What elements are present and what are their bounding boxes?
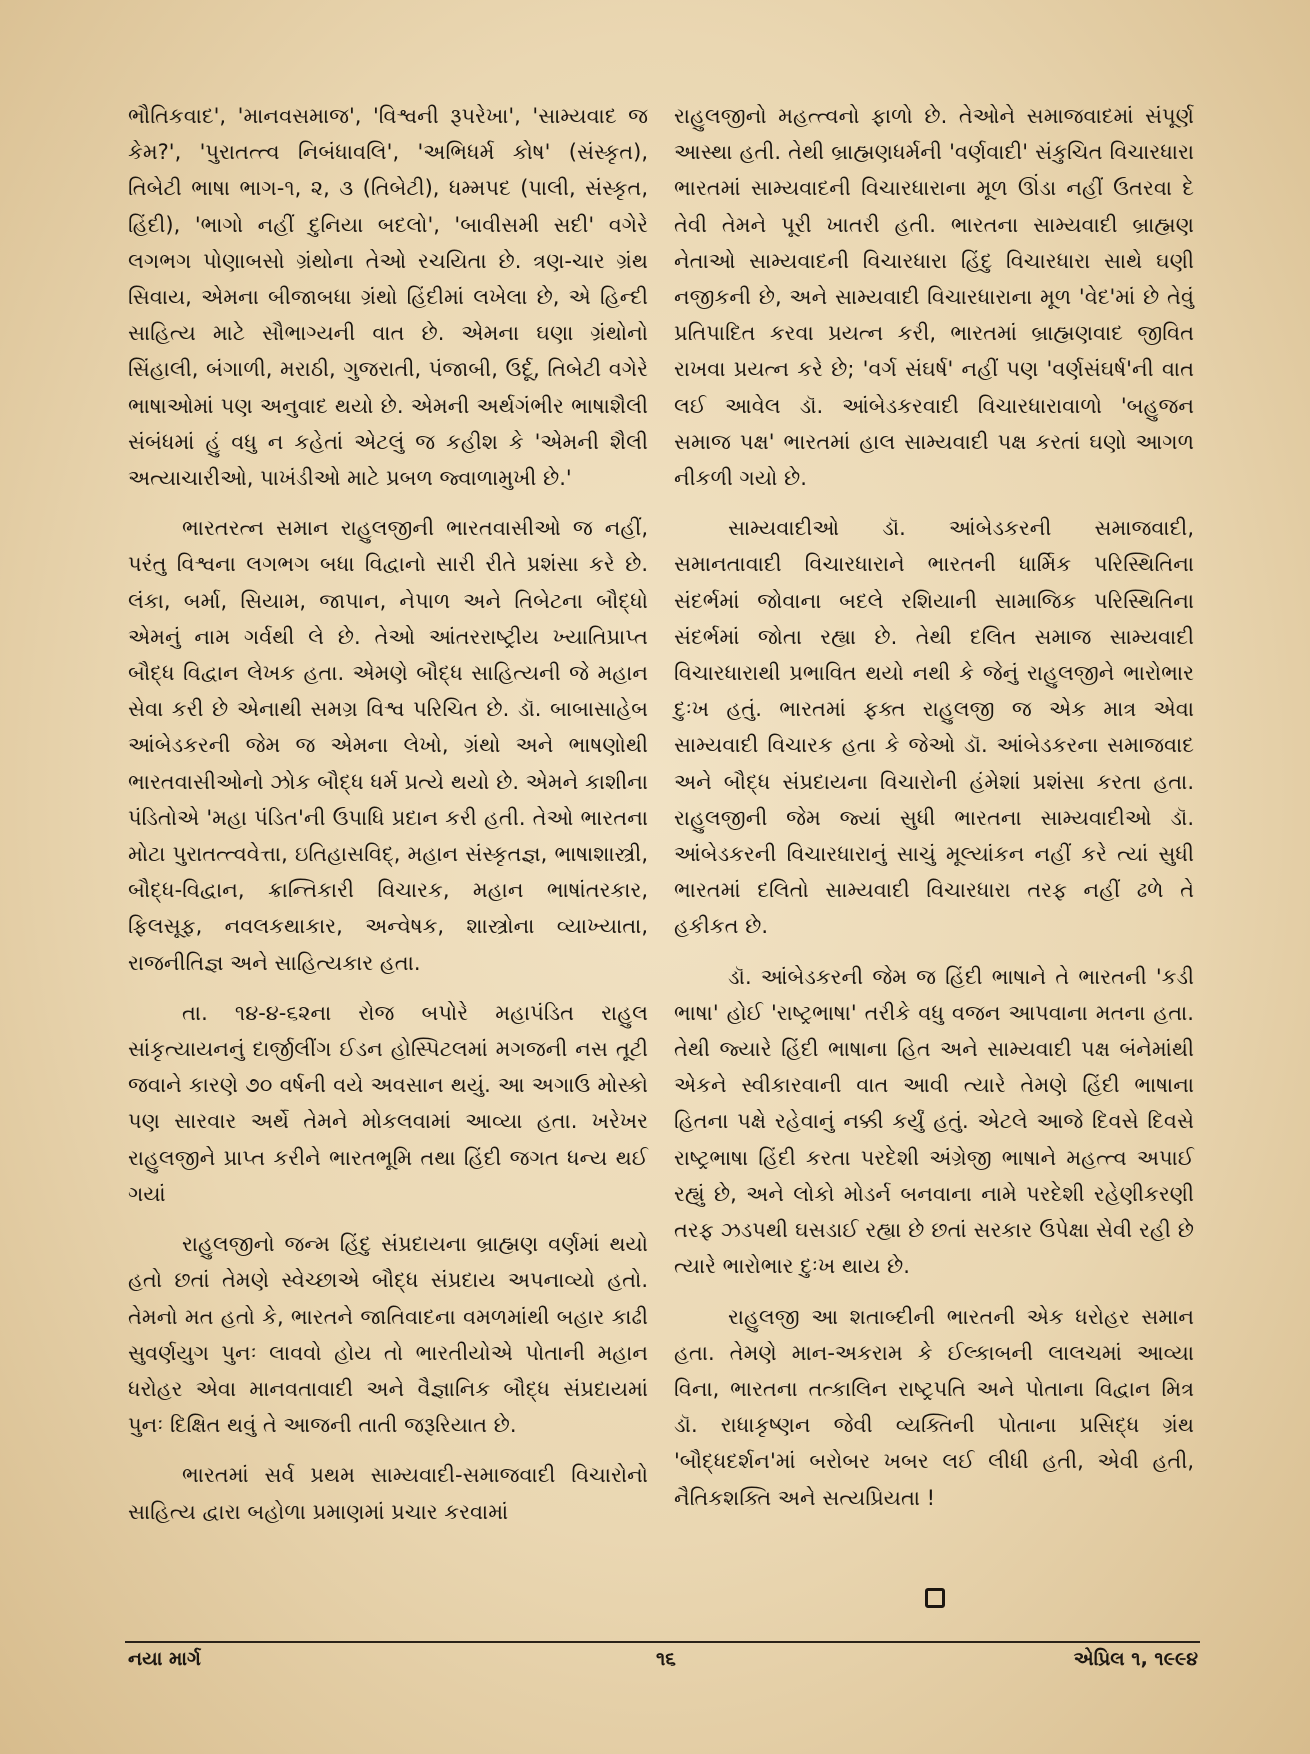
paragraph: ભારતરત્ન સમાન રાહુલજીની ભારતવાસીઓ જ નહીં, પરંતુ વિશ્વના લગભગ બધા વિદ્વાનો સારી રીતે પ્રશંસા કરે છે. લંકા, બર્મા, સિયામ, જાપાન, નેપાળ અને તિબેટના બૌદ્ધો એમનું નામ ગર્વથી લે છે. તેઓ આંતરરાષ્ટ્રીય ખ્યાતિપ્રાપ્ત બૌદ્ધ વિદ્વાન લેખક હતા. એમણે બૌદ્ધ સાહિત્યની જે મહાન સેવા કરી છે એનાથી સમગ્ર વિશ્વ પરિચિત છે. ડૉ. બાબાસાહેબ આંબેડકરની જેમ જ એમના લેખો, ગ્રંથો અને ભાષણોથી ભારતવાસીઓનો ઝોક બૌદ્ધ ધર્મ પ્રત્યે થયો છે. એમને કાશીના પંડિતોએ 'મહા પંડિત'ની ઉપાધિ પ્રદાન કરી હતી. તેઓ ભારતના મોટા પુરાતત્ત્વવેત્તા, ઇતિહાસવિદ્, મહાન સંસ્કૃતજ્ઞ, ભાષાશાસ્ત્રી, બૌદ્ધ-વિદ્વાન, ક્રાન્તિકારી વિચારક, મહાન ભાષાંતરકાર, ફિલસૂફ, નવલકથાકાર, અન્વેષક, શાસ્ત્રોના વ્યાખ્યાતા, રાજનીતિજ્ઞ અને સાહિત્યકાર હતા. [128, 516, 648, 975]
left-column [128, 98, 648, 1530]
paragraph: તા. ૧૪-૪-૬૨ના રોજ બપોરે મહાપંડિત રાહુલ સાંકૃત્યાયનનું દાર્જીલીંગ ઈડન હોસ્પિટલમાં મગજની નસ તૂટી જવાને કારણે ૭૦ વર્ષની વયે અવસાન થયું. આ અગાઉ મોસ્કો પણ સારવાર અર્થે તેમને મોકલવામાં આવ્યા હતા. ખરેખર રાહુલજીને પ્રાપ્ત કરીને ભારતભૂમિ તથા હિંદી જગત ધન્ય થઈ ગયાં [128, 1000, 648, 1206]
paragraph: ભૌતિકવાદ', 'માનવસમાજ', 'વિશ્વની રૂપરેખા', 'સામ્યવાદ જ કેમ?', 'પુરાતત્ત્વ નિબંધાવલિ', 'અભિધર્મ કોષ' (સંસ્કૃત), તિબેટી ભાષા ભાગ-૧, ૨, ૩ (તિબેટી), ધમ્મપદ (પાલી, સંસ્કૃત, હિંદી), 'ભાગો નહીં દુનિયા બદલો', 'બાવીસમી સદી' વગેરે લગભગ પોણાબસો ગ્રંથોના તેઓ રચયિતા છે. ત્રણ-ચાર ગ્રંથ સિવાય, એમના બીજાબધા ગ્રંથો હિંદીમાં લખેલા છે, એ હિન્દી સાહિત્ય માટે સૌભાગ્યની વાત છે. એમના ઘણા ગ્રંથોનો સિંહાલી, બંગાળી, મરાઠી, ગુજરાતી, પંજાબી, ઉર્દૂ, તિબેટી વગેરે ભાષાઓમાં પણ અનુવાદ થયો છે. એમની અર્થગંભીર ભાષાશૈલી સંબંધમાં હું વધુ ન કહેતાં એટલું જ કહીશ કે 'એમની શૈલી અત્યાચારીઓ, પાખંડીઓ માટે પ્રબળ જ્વાળામુખી છે.' [128, 104, 648, 491]
paragraph: ડૉ. આંબેડકરની જેમ જ હિંદી ભાષાને તે ભારતની 'કડી ભાષા' હોઈ 'રાષ્ટ્રભાષા' તરીકે વધુ વજન આપવાના મતના હતા. તેથી જ્યારે હિંદી ભાષાના હિત અને સામ્યવાદી પક્ષ બંનેમાંથી એકને સ્વીકારવાની વાત આવી ત્યારે તેમણે હિંદી ભાષાના હિતના પક્ષે રહેવાનું નક્કી કર્યું હતું. એટલે આજે દિવસે દિવસે રાષ્ટ્રભાષા હિંદી કરતા પરદેશી અંગ્રેજી ભાષાને મહત્ત્વ અપાઈ રહ્યું છે, અને લોકો મોડર્ન બનવાના નામે પરદેશી રહેણીકરણી તરફ ઝડપથી ઘસડાઈ રહ્યા છે છતાં સરકાર ઉપેક્ષા સેવી રહી છે ત્યારે ભારોભાર દુઃખ થાય છે. [674, 964, 1194, 1279]
paragraph: સામ્યવાદીઓ ડૉ. આંબેડકરની સમાજવાદી, સમાનતાવાદી વિચારધારાને ભારતની ધાર્મિક પરિસ્થિતિના સંદર્ભમાં જોવાના બદલે રશિયાની સામાજિક પરિસ્થિતિના સંદર્ભમાં જોતા રહ્યા છે. તેથી દલિત સમાજ સામ્યવાદી વિચારધારાથી પ્રભાવિત થયો નથી કે જેનું રાહુલજીને ભારોભાર દુઃખ હતું. ભારતમાં ફક્ત રાહુલજી જ એક માત્ર એવા સામ્યવાદી વિચારક હતા કે જેઓ ડૉ. આંબેડકરના સમાજવાદ અને બૌદ્ધ સંપ્રદાયના વિચારોની હંમેશાં પ્રશંસા કરતા હતા. રાહુલજીની જેમ જ્યાં સુધી ભારતના સામ્યવાદીઓ ડૉ. આંબેડકરની વિચારધારાનું સાચું મૂલ્યાંકન નહીં કરે ત્યાં સુધી ભારતમાં દલિતો સામ્યવાદી વિચારધારા તરફ નહીં ઢળે તે હકીકત છે. [674, 516, 1194, 939]
footer-divider [125, 1641, 1200, 1643]
paragraph: રાહુલજીનો જન્મ હિંદુ સંપ્રદાયના બ્રાહ્મણ વર્ણમાં થયો હતો છતાં તેમણે સ્વેચ્છાએ બૌદ્ધ સંપ્રદાય અપનાવ્યો હતો. તેમનો મત હતો કે, ભારતને જાતિવાદના વમળમાંથી બહાર કાઢી સુવર્ણયુગ પુનઃ લાવવો હોય તો ભારતીયોએ પોતાની મહાન ધરોહર એવા માનવતાવાદી અને વૈજ્ઞાનિક બૌદ્ધ સંપ્રદાયમાં પુનઃ દિક્ષિત થવું તે આજની તાતી જરૂરિયાત છે. [128, 1232, 648, 1438]
end-of-article-mark-icon [925, 1588, 945, 1608]
paragraph: રાહુલજીનો મહત્ત્વનો ફાળો છે. તેઓને સમાજવાદમાં સંપૂર્ણ આસ્થા હતી. તેથી બ્રાહ્મણધર્મની 'વર્ણવાદી' સંકુચિત વિચારધારા ભારતમાં સામ્યવાદની વિચારધારાના મૂળ ઊંડા નહીં ઉતરવા દે તેવી તેમને પૂરી ખાતરી હતી. ભારતના સામ્યવાદી બ્રાહ્મણ નેતાઓ સામ્યવાદની વિચારધારા હિંદુ વિચારધારા સાથે ઘણી નજીકની છે, અને સામ્યવાદી વિચારધારાના મૂળ 'વેદ'માં છે તેવું પ્રતિપાદિત કરવા પ્રયત્ન કરી, ભારતમાં બ્રાહ્મણવાદ જીવિત રાખવા પ્રયત્ન કરે છે; 'વર્ગ સંઘર્ષ' નહીં પણ 'વર્ણસંઘર્ષ'ની વાત લઈ આવેલ ડૉ. આંબેડકરવાદી વિચારધારાવાળો 'બહુજન સમાજ પક્ષ' ભારતમાં હાલ સામ્યવાદી પક્ષ કરતાં ઘણો આગળ નીકળી ગયો છે. [674, 104, 1194, 491]
right-column [674, 98, 1194, 1516]
paragraph: રાહુલજી આ શતાબ્દીની ભારતની એક ધરોહર સમાન હતા. તેમણે માન-અકરામ કે ઈલ્કાબની લાલચમાં આવ્યા વિના, ભારતના તત્કાલિન રાષ્ટ્રપતિ અને પોતાના વિદ્વાન મિત્ર ડૉ. રાધાકૃષ્ણન જેવી વ્યક્તિની પોતાના પ્રસિદ્ધ ગ્રંથ 'બૌદ્ધદર્શન'માં બરોબર ખબર લઈ લીધી હતી, એવી હતી, નૈતિકશક્તિ અને સત્યપ્રિયતા ! [674, 1304, 1194, 1510]
page-number: ૧૬ [656, 1648, 676, 1670]
footer-issue-date: એપ્રિલ ૧, ૧૯૯૪ [1073, 1648, 1198, 1670]
footer-magazine-name: નયા માર્ગ [128, 1648, 201, 1670]
paragraph: ભારતમાં સર્વ પ્રથમ સામ્યવાદી-સમાજવાદી વિચારોનો સાહિત્ય દ્વારા બહોળા પ્રમાણમાં પ્રચાર કરવામાં [128, 1463, 648, 1524]
